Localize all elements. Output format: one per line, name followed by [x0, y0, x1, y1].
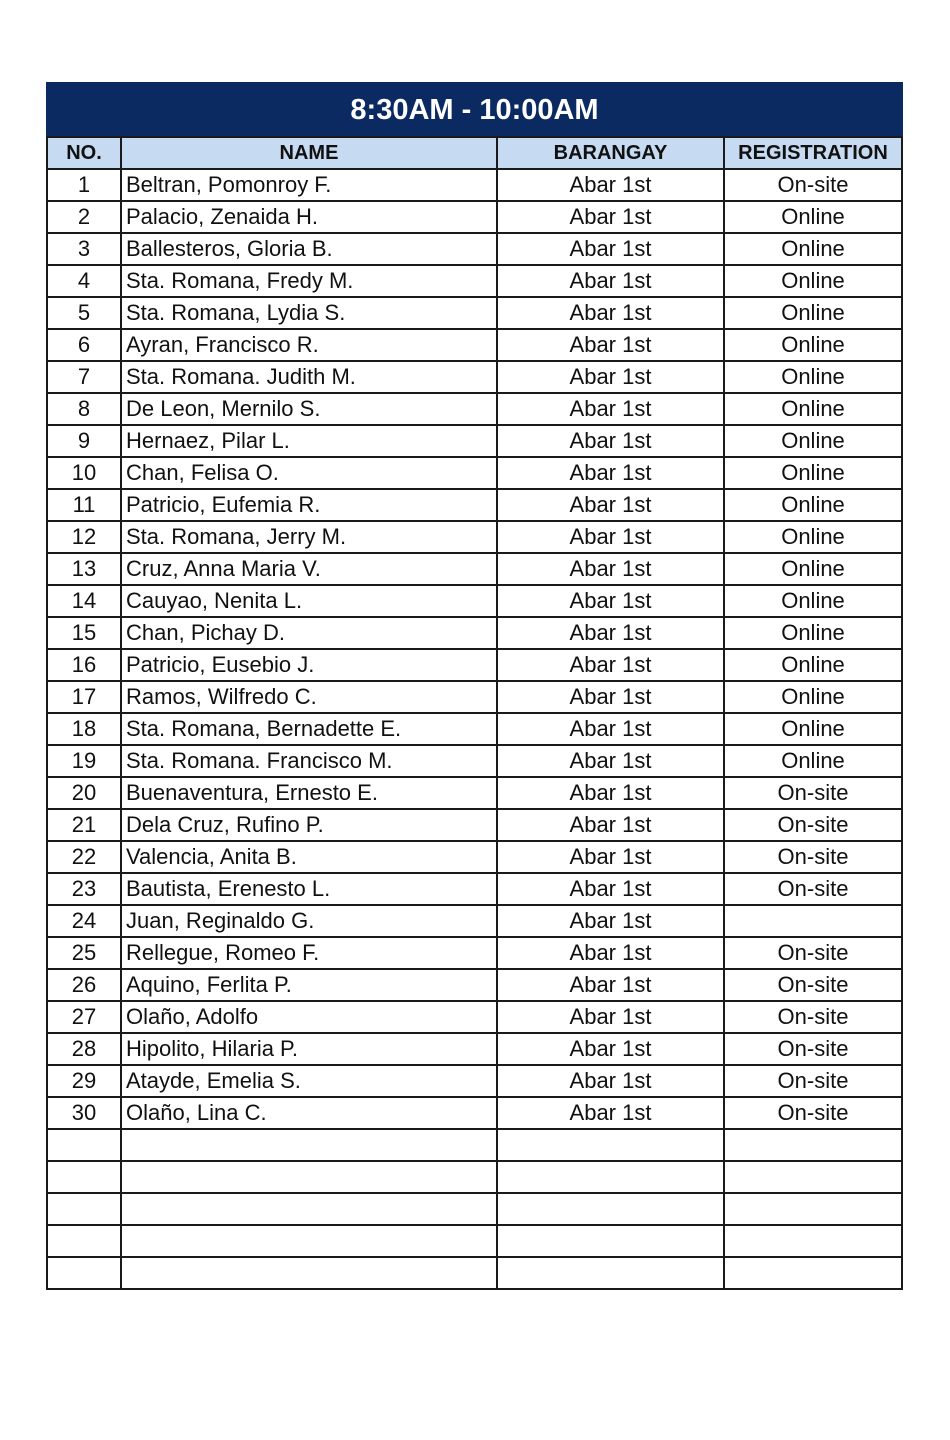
table-row	[47, 873, 902, 905]
row-number-cell	[47, 1193, 121, 1225]
barangay-cell: Abar 1st	[497, 521, 724, 553]
row-number-cell: 20	[47, 777, 121, 809]
barangay-cell: Abar 1st	[497, 169, 724, 201]
name-cell: Patricio, Eusebio J.	[121, 649, 497, 681]
barangay-cell: Abar 1st	[497, 841, 724, 873]
name-cell	[121, 1161, 497, 1193]
name-cell: De Leon, Mernilo S.	[121, 393, 497, 425]
registration-cell: On-site	[724, 777, 902, 809]
registration-cell: On-site	[724, 937, 902, 969]
barangay-cell: Abar 1st	[497, 745, 724, 777]
registration-cell: Online	[724, 393, 902, 425]
name-cell: Sta. Romana. Judith M.	[121, 361, 497, 393]
row-number-cell: 27	[47, 1001, 121, 1033]
registration-cell: On-site	[724, 809, 902, 841]
table-row	[47, 361, 902, 393]
table-row	[47, 329, 902, 361]
name-cell: Buenaventura, Ernesto E.	[121, 777, 497, 809]
name-cell: Sta. Romana, Bernadette E.	[121, 713, 497, 745]
row-number-cell: 1	[47, 169, 121, 201]
row-number-cell: 7	[47, 361, 121, 393]
barangay-cell: Abar 1st	[497, 361, 724, 393]
name-cell	[121, 1193, 497, 1225]
row-number-cell: 13	[47, 553, 121, 585]
name-cell	[121, 1225, 497, 1257]
name-cell: Cruz, Anna Maria V.	[121, 553, 497, 585]
barangay-cell: Abar 1st	[497, 265, 724, 297]
registration-cell: Online	[724, 425, 902, 457]
name-cell: Olaño, Adolfo	[121, 1001, 497, 1033]
header-registration: REGISTRATION	[724, 137, 902, 169]
name-cell: Sta. Romana, Jerry M.	[121, 521, 497, 553]
name-cell: Juan, Reginaldo G.	[121, 905, 497, 937]
name-cell: Sta. Romana. Francisco M.	[121, 745, 497, 777]
row-number-cell: 23	[47, 873, 121, 905]
header-barangay: BARANGAY	[497, 137, 724, 169]
registration-cell: Online	[724, 681, 902, 713]
registration-cell	[724, 1129, 902, 1161]
registration-cell: Online	[724, 617, 902, 649]
table-row	[47, 457, 902, 489]
registration-cell	[724, 1193, 902, 1225]
barangay-cell: Abar 1st	[497, 873, 724, 905]
row-number-cell: 15	[47, 617, 121, 649]
barangay-cell: Abar 1st	[497, 1065, 724, 1097]
barangay-cell: Abar 1st	[497, 233, 724, 265]
registration-cell: On-site	[724, 873, 902, 905]
row-number-cell: 24	[47, 905, 121, 937]
registration-cell: Online	[724, 745, 902, 777]
barangay-cell: Abar 1st	[497, 1097, 724, 1129]
time-slot-title: 8:30AM - 10:00AM	[47, 83, 902, 137]
name-cell: Chan, Felisa O.	[121, 457, 497, 489]
name-cell: Cauyao, Nenita L.	[121, 585, 497, 617]
name-cell: Beltran, Pomonroy F.	[121, 169, 497, 201]
barangay-cell: Abar 1st	[497, 457, 724, 489]
row-number-cell: 25	[47, 937, 121, 969]
table-row	[47, 809, 902, 841]
name-cell: Dela Cruz, Rufino P.	[121, 809, 497, 841]
header-row	[47, 137, 902, 169]
table-row	[47, 233, 902, 265]
table-row	[47, 617, 902, 649]
row-number-cell: 29	[47, 1065, 121, 1097]
row-number-cell: 3	[47, 233, 121, 265]
row-number-cell: 16	[47, 649, 121, 681]
barangay-cell	[497, 1129, 724, 1161]
table-row	[47, 1193, 902, 1225]
registration-cell: Online	[724, 361, 902, 393]
barangay-cell: Abar 1st	[497, 969, 724, 1001]
table-row	[47, 777, 902, 809]
row-number-cell: 10	[47, 457, 121, 489]
barangay-cell: Abar 1st	[497, 585, 724, 617]
barangay-cell: Abar 1st	[497, 489, 724, 521]
registration-cell: Online	[724, 713, 902, 745]
table-row	[47, 393, 902, 425]
name-cell: Atayde, Emelia S.	[121, 1065, 497, 1097]
row-number-cell: 28	[47, 1033, 121, 1065]
row-number-cell: 19	[47, 745, 121, 777]
row-number-cell: 6	[47, 329, 121, 361]
barangay-cell: Abar 1st	[497, 1001, 724, 1033]
row-number-cell: 8	[47, 393, 121, 425]
name-cell: Valencia, Anita B.	[121, 841, 497, 873]
table-row	[47, 905, 902, 937]
registration-cell: On-site	[724, 1065, 902, 1097]
name-cell: Aquino, Ferlita P.	[121, 969, 497, 1001]
name-cell: Sta. Romana, Fredy M.	[121, 265, 497, 297]
name-cell: Patricio, Eufemia R.	[121, 489, 497, 521]
table-row	[47, 1001, 902, 1033]
name-cell	[121, 1257, 497, 1289]
table-row	[47, 713, 902, 745]
barangay-cell: Abar 1st	[497, 393, 724, 425]
table-row	[47, 201, 902, 233]
registration-cell: Online	[724, 265, 902, 297]
registration-cell	[724, 1161, 902, 1193]
barangay-cell: Abar 1st	[497, 809, 724, 841]
name-cell	[121, 1129, 497, 1161]
row-number-cell	[47, 1129, 121, 1161]
registration-cell	[724, 1225, 902, 1257]
table-row	[47, 553, 902, 585]
row-number-cell	[47, 1161, 121, 1193]
row-number-cell: 18	[47, 713, 121, 745]
registration-cell: Online	[724, 585, 902, 617]
header-name: NAME	[121, 137, 497, 169]
table-row	[47, 649, 902, 681]
row-number-cell: 26	[47, 969, 121, 1001]
table-row	[47, 937, 902, 969]
header-no: NO.	[47, 137, 121, 169]
row-number-cell	[47, 1257, 121, 1289]
registration-cell: Online	[724, 201, 902, 233]
barangay-cell: Abar 1st	[497, 777, 724, 809]
name-cell: Rellegue, Romeo F.	[121, 937, 497, 969]
barangay-cell: Abar 1st	[497, 681, 724, 713]
registration-cell: On-site	[724, 1033, 902, 1065]
row-number-cell: 14	[47, 585, 121, 617]
name-cell: Chan, Pichay D.	[121, 617, 497, 649]
table-row	[47, 521, 902, 553]
barangay-cell: Abar 1st	[497, 905, 724, 937]
barangay-cell	[497, 1257, 724, 1289]
row-number-cell: 9	[47, 425, 121, 457]
name-cell: Hipolito, Hilaria P.	[121, 1033, 497, 1065]
name-cell: Sta. Romana, Lydia S.	[121, 297, 497, 329]
registration-cell: On-site	[724, 841, 902, 873]
row-number-cell: 12	[47, 521, 121, 553]
table-row	[47, 585, 902, 617]
barangay-cell	[497, 1161, 724, 1193]
table-row	[47, 425, 902, 457]
attendee-table	[46, 82, 903, 1290]
barangay-cell: Abar 1st	[497, 297, 724, 329]
attendee-sheet	[46, 82, 901, 1290]
row-number-cell	[47, 1225, 121, 1257]
row-number-cell: 5	[47, 297, 121, 329]
registration-cell: On-site	[724, 969, 902, 1001]
row-number-cell: 2	[47, 201, 121, 233]
barangay-cell: Abar 1st	[497, 329, 724, 361]
name-cell: Olaño, Lina C.	[121, 1097, 497, 1129]
table-row	[47, 489, 902, 521]
table-row	[47, 681, 902, 713]
table-row	[47, 1129, 902, 1161]
name-cell: Ayran, Francisco R.	[121, 329, 497, 361]
name-cell: Ballesteros, Gloria B.	[121, 233, 497, 265]
barangay-cell	[497, 1193, 724, 1225]
barangay-cell: Abar 1st	[497, 649, 724, 681]
row-number-cell: 17	[47, 681, 121, 713]
table-row	[47, 169, 902, 201]
registration-cell: On-site	[724, 1097, 902, 1129]
barangay-cell: Abar 1st	[497, 425, 724, 457]
title-row	[47, 83, 902, 137]
table-row	[47, 1161, 902, 1193]
registration-cell: Online	[724, 233, 902, 265]
registration-cell	[724, 1257, 902, 1289]
registration-cell: Online	[724, 553, 902, 585]
registration-cell: Online	[724, 457, 902, 489]
table-row	[47, 745, 902, 777]
barangay-cell: Abar 1st	[497, 1033, 724, 1065]
barangay-cell: Abar 1st	[497, 201, 724, 233]
name-cell: Palacio, Zenaida H.	[121, 201, 497, 233]
registration-cell: Online	[724, 297, 902, 329]
registration-cell: Online	[724, 649, 902, 681]
table-row	[47, 1097, 902, 1129]
name-cell: Ramos, Wilfredo C.	[121, 681, 497, 713]
name-cell: Bautista, Erenesto L.	[121, 873, 497, 905]
barangay-cell: Abar 1st	[497, 937, 724, 969]
barangay-cell: Abar 1st	[497, 553, 724, 585]
row-number-cell: 22	[47, 841, 121, 873]
table-row	[47, 841, 902, 873]
registration-cell: Online	[724, 329, 902, 361]
registration-cell: Online	[724, 521, 902, 553]
registration-cell	[724, 905, 902, 937]
name-cell: Hernaez, Pilar L.	[121, 425, 497, 457]
table-row	[47, 1225, 902, 1257]
table-row	[47, 969, 902, 1001]
table-body	[47, 169, 902, 1289]
barangay-cell: Abar 1st	[497, 713, 724, 745]
row-number-cell: 21	[47, 809, 121, 841]
table-row	[47, 1065, 902, 1097]
row-number-cell: 11	[47, 489, 121, 521]
table-row	[47, 297, 902, 329]
table-row	[47, 1257, 902, 1289]
barangay-cell	[497, 1225, 724, 1257]
table-row	[47, 265, 902, 297]
barangay-cell: Abar 1st	[497, 617, 724, 649]
row-number-cell: 4	[47, 265, 121, 297]
row-number-cell: 30	[47, 1097, 121, 1129]
registration-cell: On-site	[724, 169, 902, 201]
registration-cell: Online	[724, 489, 902, 521]
registration-cell: On-site	[724, 1001, 902, 1033]
table-row	[47, 1033, 902, 1065]
